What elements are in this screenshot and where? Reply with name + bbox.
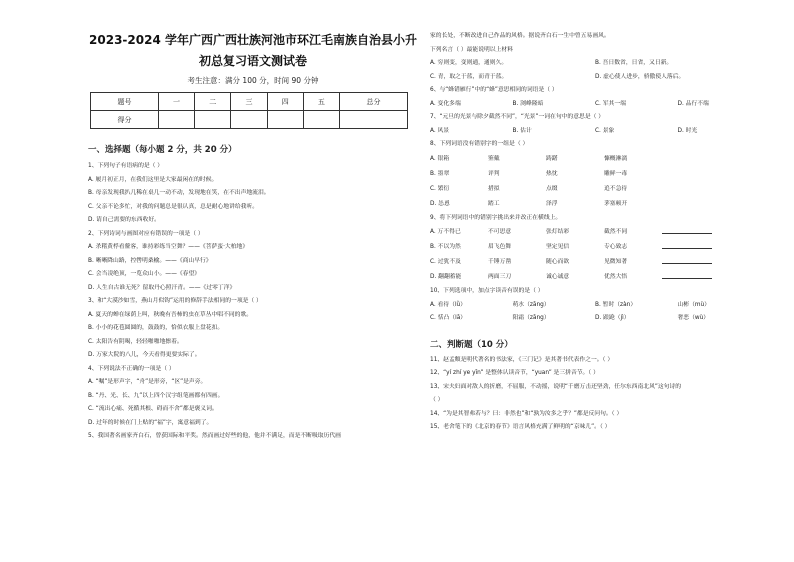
question-9: 9、将下列词语中的错别字挑出来并改正在横线上。 <box>430 214 562 221</box>
q5-options-row <box>430 71 760 85</box>
option: C. 景象 <box>595 127 615 134</box>
option: B. 墨翠 <box>430 170 450 177</box>
right-column <box>430 30 760 435</box>
question-line: A. 杀稽黄桴看鳌客，谁持彩练当空舞？——《菩萨蛮·大柏地》 <box>88 244 249 250</box>
question-line: D. 人生自古谁无死？留取丹心照汗青。——《过零丁洋》 <box>88 284 236 291</box>
question-line: C. 父亲不论多忙，对我的问题总是很认真，总是耐心地讲给我听。 <box>88 203 259 210</box>
option: C. 青，取之于蓝，而青于蓝。 <box>430 73 508 80</box>
score-cell <box>158 111 194 129</box>
question-line: B. “丹、光、长、九”以上四个汉字组笔画都有四画。 <box>88 392 224 399</box>
q6-options <box>430 98 760 112</box>
question-line: C. 太阳告有阴喝，轻轻啪啪地擦着。 <box>88 338 183 345</box>
score-cell <box>195 111 231 129</box>
word: 不可思意 <box>488 229 512 235</box>
option: 山彬（mù） <box>677 301 711 308</box>
word: 两面三刀 <box>488 274 512 280</box>
score-cell: 得分 <box>91 111 159 129</box>
question-line: 3、和“大漠沙如雪，燕山月似钩”运用的修辞手法相同的一项是（ ） <box>88 298 262 304</box>
q7-options <box>430 125 760 139</box>
question-line: 4、下列说法不正确的一项是（ ） <box>88 365 175 372</box>
answer-blank[interactable] <box>662 225 712 234</box>
q5-options-row <box>430 57 760 71</box>
option: D. 时光 <box>677 127 698 134</box>
question-line: D. 请自己需要的东西收好。 <box>88 217 160 223</box>
option: C. 恬凸（lā） <box>430 315 467 321</box>
question-line: B. 小小的花苞圆圆的，鼓鼓的，恰似衣服上盘花扣。 <box>88 325 224 331</box>
question-7: 7、“元旦的光景与除夕截然不同”，“光景”一词在句中的意思是（ ） <box>430 114 605 120</box>
word: 千锤万凿 <box>488 259 512 265</box>
question-line: A. 履月初正月，在我们这里是大家最闲在的时候。 <box>88 176 218 183</box>
option: C. 过犹不及 <box>430 259 461 265</box>
option: A. 穷则变，变则通，通则久。 <box>430 60 508 66</box>
word: 优然大悟 <box>604 274 628 280</box>
question-line: B. 晰晰降山路，控辔明桑榆。——《商山早行》 <box>88 257 212 264</box>
option: A. 风景 <box>430 127 450 134</box>
section1-heading: 一、选择题（每小题 2 分，共 20 分） <box>88 145 237 155</box>
option: D. 虚心使人进步，骄傲使人落后。 <box>595 73 685 80</box>
judge-line: 15、老舍笔下的《北京的春节》语言风格充满了鲜明的“京味儿”。（ ） <box>430 424 611 430</box>
question-6: 6、与“蜂错雁行”中的“蜂”意思相同的词语是（ ） <box>430 87 558 93</box>
exam-title-line1: 2023-2024 学年广西广西壮族河池市环江毛南族自治县小升 <box>89 33 417 47</box>
word: 见微知著 <box>604 259 628 265</box>
option: B. 不以为然 <box>430 244 461 250</box>
answer-blank[interactable] <box>662 240 712 249</box>
word: 雕鲜一毒 <box>604 170 628 177</box>
question-line: 下列名言（ ）最能说明以上材料 <box>430 46 513 53</box>
question-line: 家的长处，不断改进自己作品的风格。据说齐白石一生中曾五易画风。 <box>430 33 610 39</box>
word: 评判 <box>488 170 500 177</box>
question-line: A. “嘱”是形声字，“舟”是形旁，“区”是声旁。 <box>88 379 207 385</box>
word: 慷概淋漓 <box>604 155 628 162</box>
judge-line: 14、“为是其智弗若与？曰：非然也”和“孰为汝多之乎？”都是反问句。（ ） <box>430 410 623 417</box>
option: A. 万不得已 <box>430 229 461 235</box>
left-question-list <box>88 160 418 444</box>
left-column <box>88 30 418 444</box>
q10-options-row <box>430 299 760 313</box>
score-cell <box>303 111 339 129</box>
option: B. 暂时（zàn） <box>595 301 637 308</box>
score-cell: 三 <box>231 93 267 111</box>
score-cell <box>231 111 267 129</box>
question-line: 2、下列诗词与画图对应有错误的一项是（ ） <box>88 230 204 237</box>
judge-line: 11、赵孟頫是明代著名的书法家，《三门记》是其著书代表作之一。（ ） <box>430 356 614 363</box>
exam-note: 考生注意：满分 100 分，时间 90 分钟 <box>187 76 319 85</box>
question-line: A. 夏天的蝉在绿荫上叫，秋晚有吾柿的虫在草丛中唱不同的歌。 <box>88 311 253 318</box>
word: 张灯结彩 <box>546 229 570 235</box>
word: 踏工 <box>488 200 500 207</box>
option: B. 吾日数省，日省，又日新。 <box>595 60 673 66</box>
question-line: 5、我国著名画家齐白石，曾获国际和平奖。然而画过好些的他，他并不满足，而是不断吸取历代画 <box>88 433 341 439</box>
word: 眉飞色舞 <box>488 244 512 250</box>
option: C. 繁衍 <box>430 185 450 192</box>
score-cell <box>340 111 408 129</box>
question-line: D. 万家大院的八儿，今天看得更要实际了。 <box>88 352 201 358</box>
question-line: 1、下列句子有语病的是（ ） <box>88 163 164 169</box>
option: A. 变化多端 <box>430 100 461 107</box>
score-cell: 四 <box>267 93 303 111</box>
judge-line: 12、“yí zhí ye yīn” 是整体认读音节，“yuan” 是三拼音节。（ ） <box>430 370 599 376</box>
answer-blank[interactable] <box>662 255 712 264</box>
option: 奢恶（wù） <box>677 315 710 321</box>
question-8: 8、下列词语没有错别字的一组是（ ） <box>430 141 529 147</box>
word: 诚心诚意 <box>546 274 570 280</box>
score-cell: 总分 <box>340 93 408 111</box>
option: B. 估计 <box>512 127 532 134</box>
question-10: 10、下列选项中，加点字读音有误的是（ ） <box>430 288 544 294</box>
word: 踌躇 <box>546 155 558 162</box>
score-cell: 题号 <box>91 93 159 111</box>
question-line: D. 过年的时候在门上贴的“福”字，寓意福到了。 <box>88 419 213 426</box>
question-line: B. 母亲发现我扒几稀在桌几一动不动，发现地在笑，在不出声地流泪。 <box>88 190 270 196</box>
option: D. 品行不端 <box>677 100 709 107</box>
option: D. 怂恿 <box>430 200 450 207</box>
word: 专心致志 <box>604 244 628 250</box>
exam-title-line2: 初总复习语文测试卷 <box>198 54 307 68</box>
judge-line: 13、宋夫妇面对敌人的折磨，不屈服，不动摇，说明“千磨万击还坚劲，任尔东西南北风”这句诗的 <box>430 383 682 390</box>
word: 追不急待 <box>604 185 628 192</box>
section2-heading: 二、判断题（10 分） <box>430 339 513 350</box>
answer-blank[interactable] <box>662 270 712 279</box>
word: 茅塞顿开 <box>604 200 628 207</box>
score-cell <box>267 111 303 129</box>
judge-line: （ ） <box>430 397 444 403</box>
question-line: C. 会当凌绝顶，一览众山小。——《春望》 <box>88 271 201 277</box>
option: A. 看待（lǜ） <box>430 301 467 308</box>
option: 阳霜（zāng） <box>512 315 550 321</box>
word: 热忱 <box>546 170 558 177</box>
word: 坚定见信 <box>546 244 570 250</box>
score-cell: 一 <box>158 93 194 111</box>
option: D. 翻翻蓄能 <box>430 274 462 280</box>
q10-options-row <box>430 312 760 326</box>
option: C. 军其一端 <box>595 100 626 107</box>
option: 萌水（zāng） <box>512 301 550 308</box>
score-table-header-row <box>91 93 408 111</box>
word: 截然不同 <box>604 229 628 235</box>
word: 措拟 <box>488 185 500 192</box>
score-table-score-row <box>91 111 408 129</box>
word: 点缀 <box>546 185 558 192</box>
score-cell: 二 <box>195 93 231 111</box>
option: B. 浏峰隆暗 <box>512 100 544 107</box>
word: 随心而欲 <box>546 259 570 265</box>
word: 鉴戴 <box>488 155 500 162</box>
word: 泽浮 <box>546 200 558 207</box>
score-table <box>90 92 408 129</box>
question-line: C. “流出心痛、死循其根、碍而不舍”都是褒义词。 <box>88 406 218 412</box>
q8-grid <box>430 152 760 212</box>
option: D. 踉跄（jì） <box>595 315 630 321</box>
option: A. 银箱 <box>430 155 450 162</box>
score-cell: 五 <box>303 93 339 111</box>
q9-grid <box>430 225 760 285</box>
